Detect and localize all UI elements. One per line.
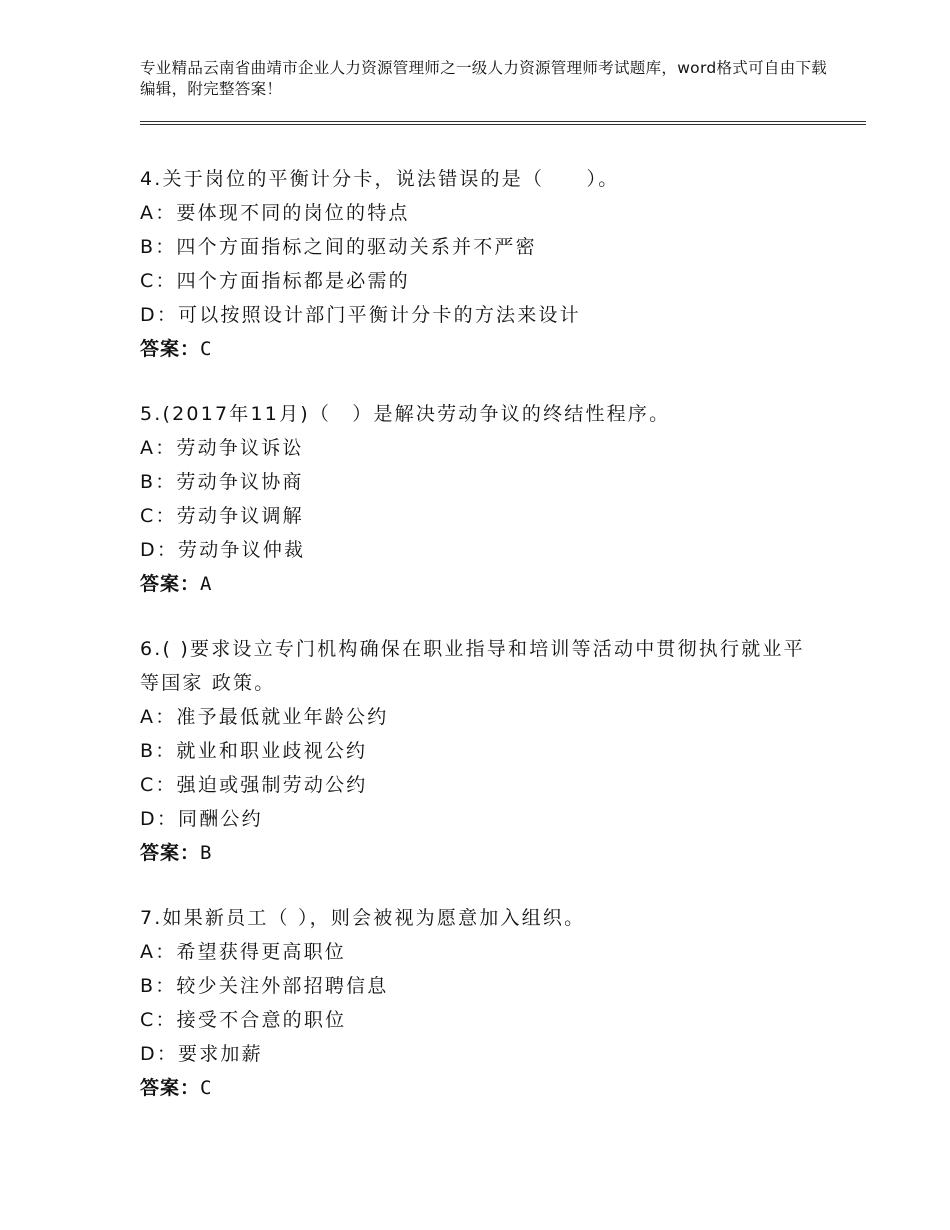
option-a: A：要体现不同的岗位的特点 — [140, 202, 410, 224]
question-stem: 6.( )要求设立专门机构确保在职业指导和培训等活动中贯彻执行就业平等国家 政策。 — [140, 638, 805, 694]
option-b: B：四个方面指标之间的驱动关系并不严密 — [140, 236, 537, 258]
option-a: A：劳动争议诉讼 — [140, 437, 304, 459]
answer-value: C — [200, 338, 213, 360]
question-list — [140, 162, 840, 1136]
question-5 — [140, 397, 840, 601]
option-a: A：希望获得更高职位 — [140, 941, 346, 963]
document-header: 专业精品云南省曲靖市企业人力资源管理师之一级人力资源管理师考试题库，word格式可自由下载编辑，附完整答案！ — [140, 59, 828, 98]
option-b: B：就业和职业歧视公约 — [140, 740, 368, 762]
option-d: D：同酬公约 — [140, 808, 263, 830]
option-d: D：要求加薪 — [140, 1043, 263, 1065]
option-d: D：可以按照设计部门平衡计分卡的方法来设计 — [140, 304, 581, 326]
option-c: C：四个方面指标都是必需的 — [140, 270, 410, 292]
option-d: D：劳动争议仲裁 — [140, 539, 306, 561]
option-c: C：强迫或强制劳动公约 — [140, 774, 368, 796]
answer-line — [140, 567, 840, 601]
question-stem: 7.如果新员工（ ），则会被视为愿意加入组织。 — [140, 907, 586, 929]
header-rule-top — [140, 121, 866, 122]
question-7 — [140, 901, 840, 1105]
answer-line — [140, 1071, 840, 1105]
answer-label: 答案： — [140, 573, 201, 595]
option-c: C：接受不合意的职位 — [140, 1009, 347, 1031]
answer-value: A — [200, 573, 213, 595]
question-4 — [140, 162, 840, 366]
question-stem: 4.关于岗位的平衡计分卡，说法错误的是（ ）。 — [140, 168, 620, 190]
answer-line — [140, 836, 840, 870]
question-stem: 5.(2017年11月)（ ）是解决劳动争议的终结性程序。 — [140, 403, 671, 425]
header-rule-bottom — [140, 124, 866, 125]
answer-line — [140, 332, 840, 366]
question-6 — [140, 632, 840, 870]
answer-label: 答案： — [140, 842, 201, 864]
option-b: B：劳动争议协商 — [140, 471, 304, 493]
answer-label: 答案： — [140, 338, 201, 360]
answer-value: B — [200, 842, 213, 864]
option-a: A：准予最低就业年龄公约 — [140, 706, 389, 728]
answer-label: 答案： — [140, 1077, 201, 1099]
answer-value: C — [200, 1077, 213, 1099]
option-b: B：较少关注外部招聘信息 — [140, 975, 389, 997]
option-c: C：劳动争议调解 — [140, 505, 304, 527]
